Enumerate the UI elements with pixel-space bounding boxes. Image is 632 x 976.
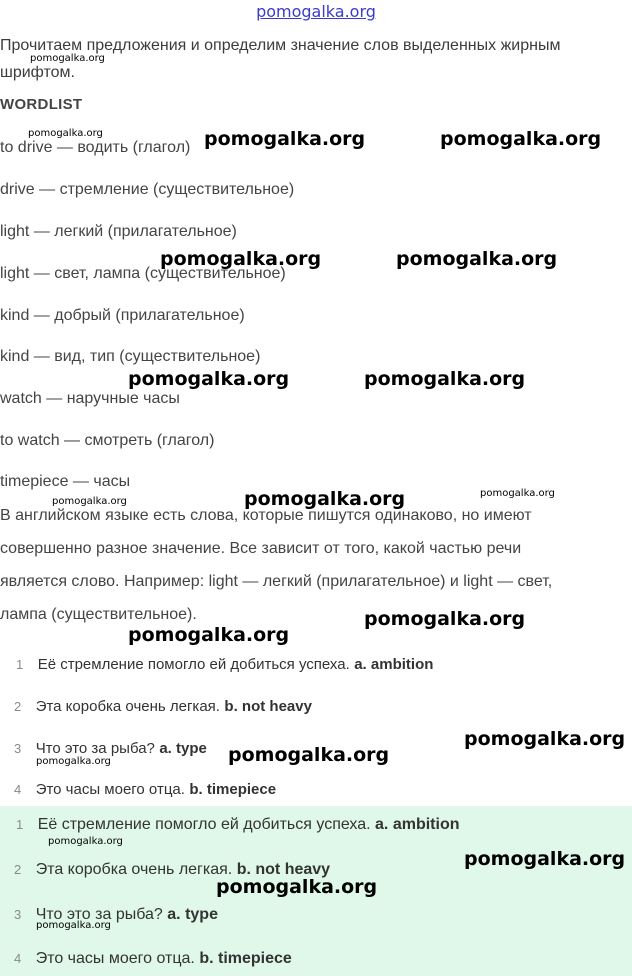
example-item — [14, 698, 312, 716]
wordlist-item: watch — наручные часы — [0, 390, 180, 407]
answer-value: a. type — [167, 906, 218, 923]
intro-text: Прочитаем предложения и определим значение слов выделенных жирным шрифтом. — [0, 37, 561, 81]
example-answer: b. timepiece — [189, 781, 277, 798]
watermark: pomogalka.org — [48, 836, 123, 847]
wordlist-item: light — свет, лампа (существительное) — [0, 265, 286, 282]
watermark: pomogalka.org — [464, 848, 626, 870]
answer-number: 2 — [14, 862, 22, 877]
watermark: pomogalka.org — [480, 488, 555, 499]
explanation-line: В английском языке есть слова, которые пишутся одинаково, но имеют — [0, 507, 532, 524]
wordlist-item: light — легкий (прилагательное) — [0, 223, 237, 240]
answer-number: 1 — [16, 817, 24, 832]
watermark: pomogalka.org — [204, 128, 366, 150]
answer-number: 4 — [14, 951, 22, 966]
wordlist-item: to watch — смотреть (глагол) — [0, 432, 215, 449]
wordlist-item: drive — стремление (существительное) — [0, 181, 295, 198]
watermark: pomogalka.org — [30, 53, 105, 64]
example-text: Это часы моего отца. — [35, 781, 185, 798]
answer-item — [14, 950, 292, 968]
watermark: pomogalka.org — [464, 728, 626, 750]
answer-item — [16, 816, 459, 834]
example-text: Её стремление помогло ей добиться успеха. — [37, 656, 350, 673]
example-answer: a. type — [159, 740, 207, 757]
watermark: pomogalka.org — [396, 248, 558, 270]
explanation-line: совершенно разное значение. Все зависит от того, какой частью речи — [0, 540, 522, 557]
answer-number: 3 — [14, 907, 22, 922]
explanation-line: лампа (существительное). — [0, 606, 197, 623]
example-number: 2 — [14, 699, 22, 714]
watermark: pomogalka.org — [36, 756, 111, 767]
example-item — [14, 781, 276, 799]
example-answer: a. ambition — [354, 656, 434, 673]
answer-text: Что это за рыба? — [35, 906, 163, 923]
watermark: pomogalka.org — [364, 608, 526, 630]
answer-text: Это часы моего отца. — [35, 950, 195, 967]
watermark: pomogalka.org — [128, 368, 290, 390]
example-text: Что это за рыба? — [35, 740, 155, 757]
wordlist-item: to drive — водить (глагол) — [0, 139, 191, 156]
watermark: pomogalka.org — [228, 744, 390, 766]
watermark: pomogalka.org — [36, 920, 111, 931]
wordlist-item: kind — добрый (прилагательное) — [0, 307, 245, 324]
example-item — [16, 656, 433, 674]
answer-value: a. ambition — [375, 816, 460, 833]
answer-value: b. not heavy — [236, 861, 331, 878]
answer-text: Её стремление помогло ей добиться успеха. — [37, 816, 371, 833]
wordlist-item: kind — вид, тип (существительное) — [0, 348, 261, 365]
watermark: pomogalka.org — [160, 248, 322, 270]
watermark: pomogalka.org — [28, 128, 103, 139]
example-number: 4 — [14, 782, 22, 797]
watermark: pomogalka.org — [128, 624, 290, 646]
watermark: pomogalka.org — [244, 488, 406, 510]
wordlist-heading: WORDLIST — [0, 96, 83, 113]
wordlist-item: timepiece — часы — [0, 473, 131, 490]
answer-text: Эта коробка очень легкая. — [35, 861, 233, 878]
example-text: Эта коробка очень легкая. — [35, 698, 220, 715]
site-title-link[interactable]: pomogalka.org — [256, 2, 376, 21]
watermark: pomogalka.org — [52, 496, 127, 507]
example-answer: b. not heavy — [224, 698, 312, 715]
answer-value: b. timepiece — [199, 950, 292, 967]
watermark: pomogalka.org — [440, 128, 602, 150]
example-number: 3 — [14, 741, 22, 756]
example-number: 1 — [16, 657, 24, 672]
watermark: pomogalka.org — [216, 876, 378, 898]
explanation-line: является слово. Например: light — легкий (прилагательное) и light — свет, — [0, 573, 553, 590]
watermark: pomogalka.org — [364, 368, 526, 390]
